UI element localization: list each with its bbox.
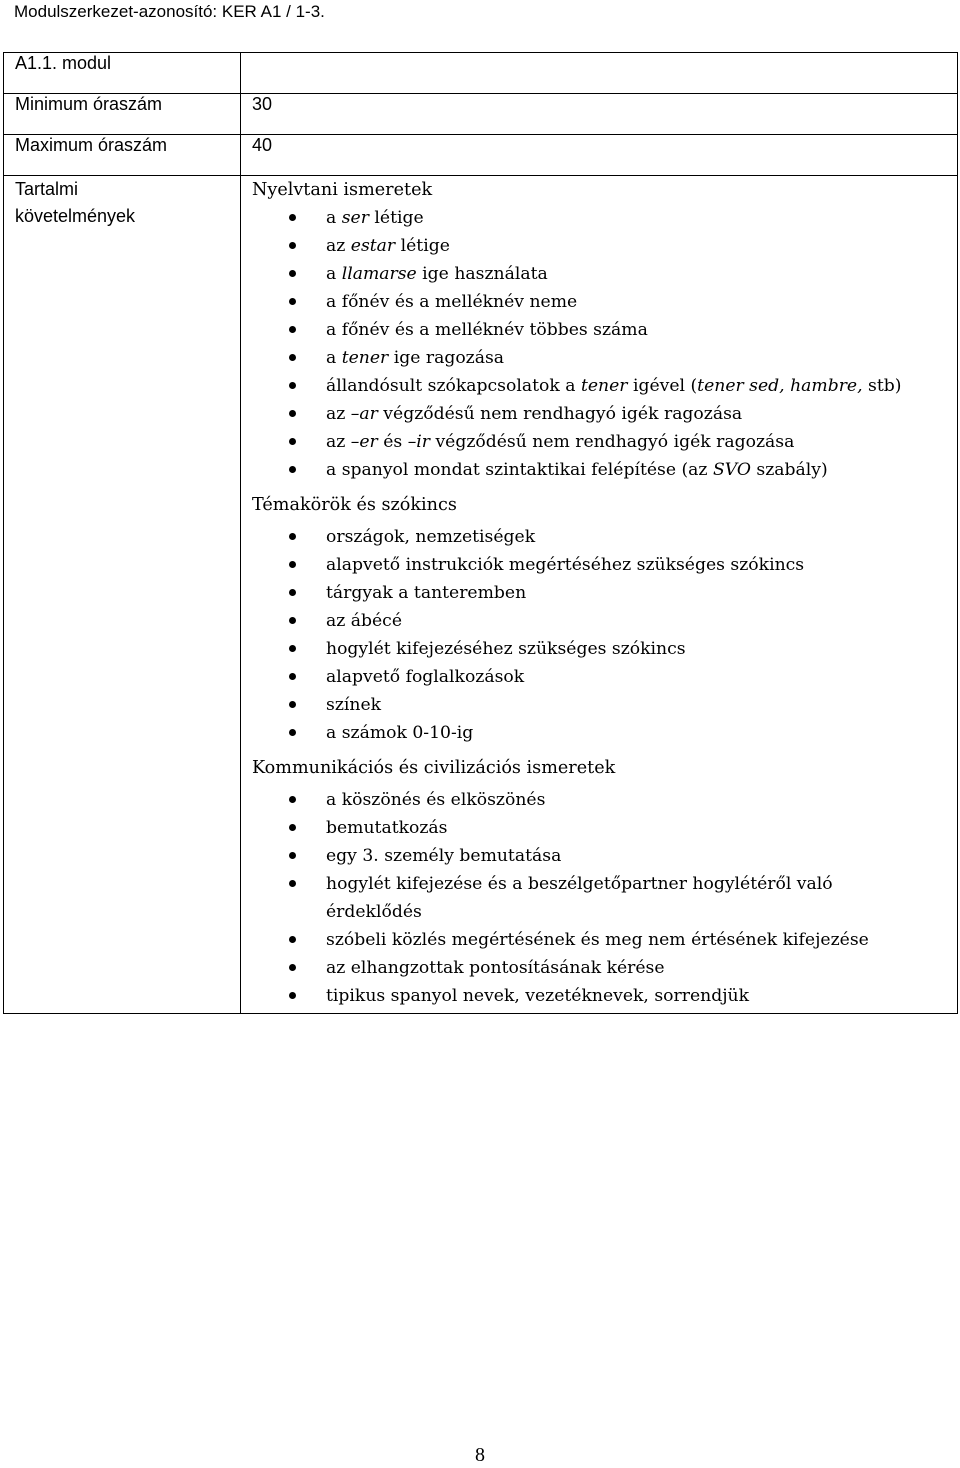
bullet-icon [289, 796, 296, 803]
list-item [252, 372, 946, 400]
item-italic-text: llamarse [341, 264, 417, 284]
item-text: a köszönés és elköszönés [326, 790, 546, 810]
item-text: az ábécé [326, 611, 402, 631]
bullet-icon [289, 852, 296, 859]
bullet-icon [289, 964, 296, 971]
item-italic-text: tener sed, hambre, [697, 376, 863, 396]
item-text: a főnév és a melléknév többes száma [326, 320, 648, 340]
item-text: létige [395, 236, 450, 256]
item-text: hogylét kifejezése és a beszélgetőpartner hogylétéről való érdeklődés [326, 874, 833, 922]
list-item [252, 428, 946, 456]
max-hours-row [4, 135, 958, 176]
item-italic-text: estar [350, 236, 396, 256]
item-text: szabály) [750, 460, 828, 480]
bullet-icon [289, 438, 296, 445]
list-item [252, 982, 946, 1010]
item-text: a spanyol mondat szintaktikai felépítése (az [326, 460, 713, 480]
grammar-section [252, 176, 946, 484]
list-item [252, 316, 946, 344]
min-hours-row [4, 94, 958, 135]
bullet-icon [289, 561, 296, 568]
bullet-icon [289, 410, 296, 417]
item-text: bemutatkozás [326, 818, 448, 838]
item-text: a számok 0-10-ig [326, 723, 474, 743]
communication-section [252, 750, 946, 1010]
list-item [252, 204, 946, 232]
item-text: szóbeli közlés megértésének és meg nem értésének kifejezése [326, 930, 869, 950]
item-text: alapvető instrukciók megértéséhez szükséges szókincs [326, 555, 805, 575]
list-item [252, 579, 946, 607]
item-italic-text: –ar [350, 404, 378, 424]
bullet-icon [289, 214, 296, 221]
document-header: Modulszerkezet-azonosító: KER A1 / 1-3. [14, 2, 325, 21]
list-item [252, 260, 946, 288]
min-hours-value: 30 [241, 94, 958, 135]
content-requirements-label [4, 176, 241, 1014]
bullet-icon [289, 729, 296, 736]
bullet-icon [289, 824, 296, 831]
bullet-icon [289, 936, 296, 943]
item-text: a főnév és a melléknév neme [326, 292, 578, 312]
bullet-icon [289, 880, 296, 887]
item-text: végződésű nem rendhagyó igék ragozása [430, 432, 795, 452]
module-title-empty-cell [241, 53, 958, 94]
item-text: egy 3. személy bemutatása [326, 846, 562, 866]
list-item [252, 344, 946, 372]
item-text: végződésű nem rendhagyó igék ragozása [377, 404, 743, 424]
content-label-line2: követelmények [15, 206, 136, 226]
communication-list [252, 786, 946, 1010]
list-item [252, 523, 946, 551]
item-text: a [326, 264, 342, 284]
item-text: stb) [862, 376, 902, 396]
bullet-icon [289, 354, 296, 361]
content-requirements-row [4, 176, 958, 1014]
item-text: az [326, 432, 351, 452]
list-item [252, 663, 946, 691]
grammar-list [252, 204, 946, 484]
item-text: tipikus spanyol nevek, vezetéknevek, sorrendjük [326, 986, 750, 1006]
bullet-icon [289, 992, 296, 999]
list-item [252, 400, 946, 428]
page-number: 8 [475, 1444, 485, 1466]
item-text: hogylét kifejezéséhez szükséges szókincs [326, 639, 686, 659]
topics-title: Témakörök és szókincs [252, 495, 457, 515]
list-item [252, 607, 946, 635]
bullet-icon [289, 382, 296, 389]
module-title: A1.1. modul [4, 53, 241, 94]
item-italic-text: tener [341, 348, 389, 368]
item-text: az [326, 404, 351, 424]
item-text: országok, nemzetiségek [326, 527, 536, 547]
bullet-icon [289, 326, 296, 333]
item-text: az [326, 236, 351, 256]
item-text: és [377, 432, 408, 452]
module-table [3, 52, 958, 1014]
bullet-icon [289, 466, 296, 473]
list-item [252, 719, 946, 747]
item-text: a [326, 208, 342, 228]
topics-section [252, 487, 946, 747]
list-item [252, 954, 946, 982]
list-item [252, 926, 946, 954]
item-italic-text: SVO [712, 460, 751, 480]
list-item [252, 635, 946, 663]
content-requirements [241, 176, 958, 1014]
list-item [252, 288, 946, 316]
min-hours-label: Minimum óraszám [4, 94, 241, 135]
bullet-icon [289, 270, 296, 277]
bullet-icon [289, 701, 296, 708]
bullet-icon [289, 673, 296, 680]
max-hours-value: 40 [241, 135, 958, 176]
item-text: színek [326, 695, 382, 715]
item-text: ige ragozása [388, 348, 505, 368]
item-italic-text: tener [580, 376, 628, 396]
item-italic-text: ser [341, 208, 369, 228]
item-italic-text: –ir [407, 432, 430, 452]
item-text: a [326, 348, 342, 368]
bullet-icon [289, 298, 296, 305]
list-item [252, 691, 946, 719]
bullet-icon [289, 589, 296, 596]
list-item [252, 456, 946, 484]
bullet-icon [289, 617, 296, 624]
grammar-title: Nyelvtani ismeretek [252, 180, 433, 200]
communication-title: Kommunikációs és civilizációs ismeretek [252, 758, 616, 778]
list-item [252, 842, 946, 870]
item-text: állandósult szókapcsolatok a [326, 376, 581, 396]
bullet-icon [289, 533, 296, 540]
bullet-icon [289, 645, 296, 652]
module-title-row [4, 53, 958, 94]
item-text: az elhangzottak pontosításának kérése [326, 958, 665, 978]
item-text: tárgyak a tanteremben [326, 583, 527, 603]
item-text: ige használata [416, 264, 548, 284]
item-text: alapvető foglalkozások [326, 667, 525, 687]
bullet-icon [289, 242, 296, 249]
list-item [252, 551, 946, 579]
list-item [252, 786, 946, 814]
list-item [252, 814, 946, 842]
topics-list [252, 523, 946, 747]
content-label-line1: Tartalmi [15, 179, 79, 199]
item-italic-text: –er [350, 432, 378, 452]
list-item [252, 870, 886, 926]
item-text: létige [368, 208, 424, 228]
max-hours-label: Maximum óraszám [4, 135, 241, 176]
list-item [252, 232, 946, 260]
item-text: igével ( [627, 376, 698, 396]
